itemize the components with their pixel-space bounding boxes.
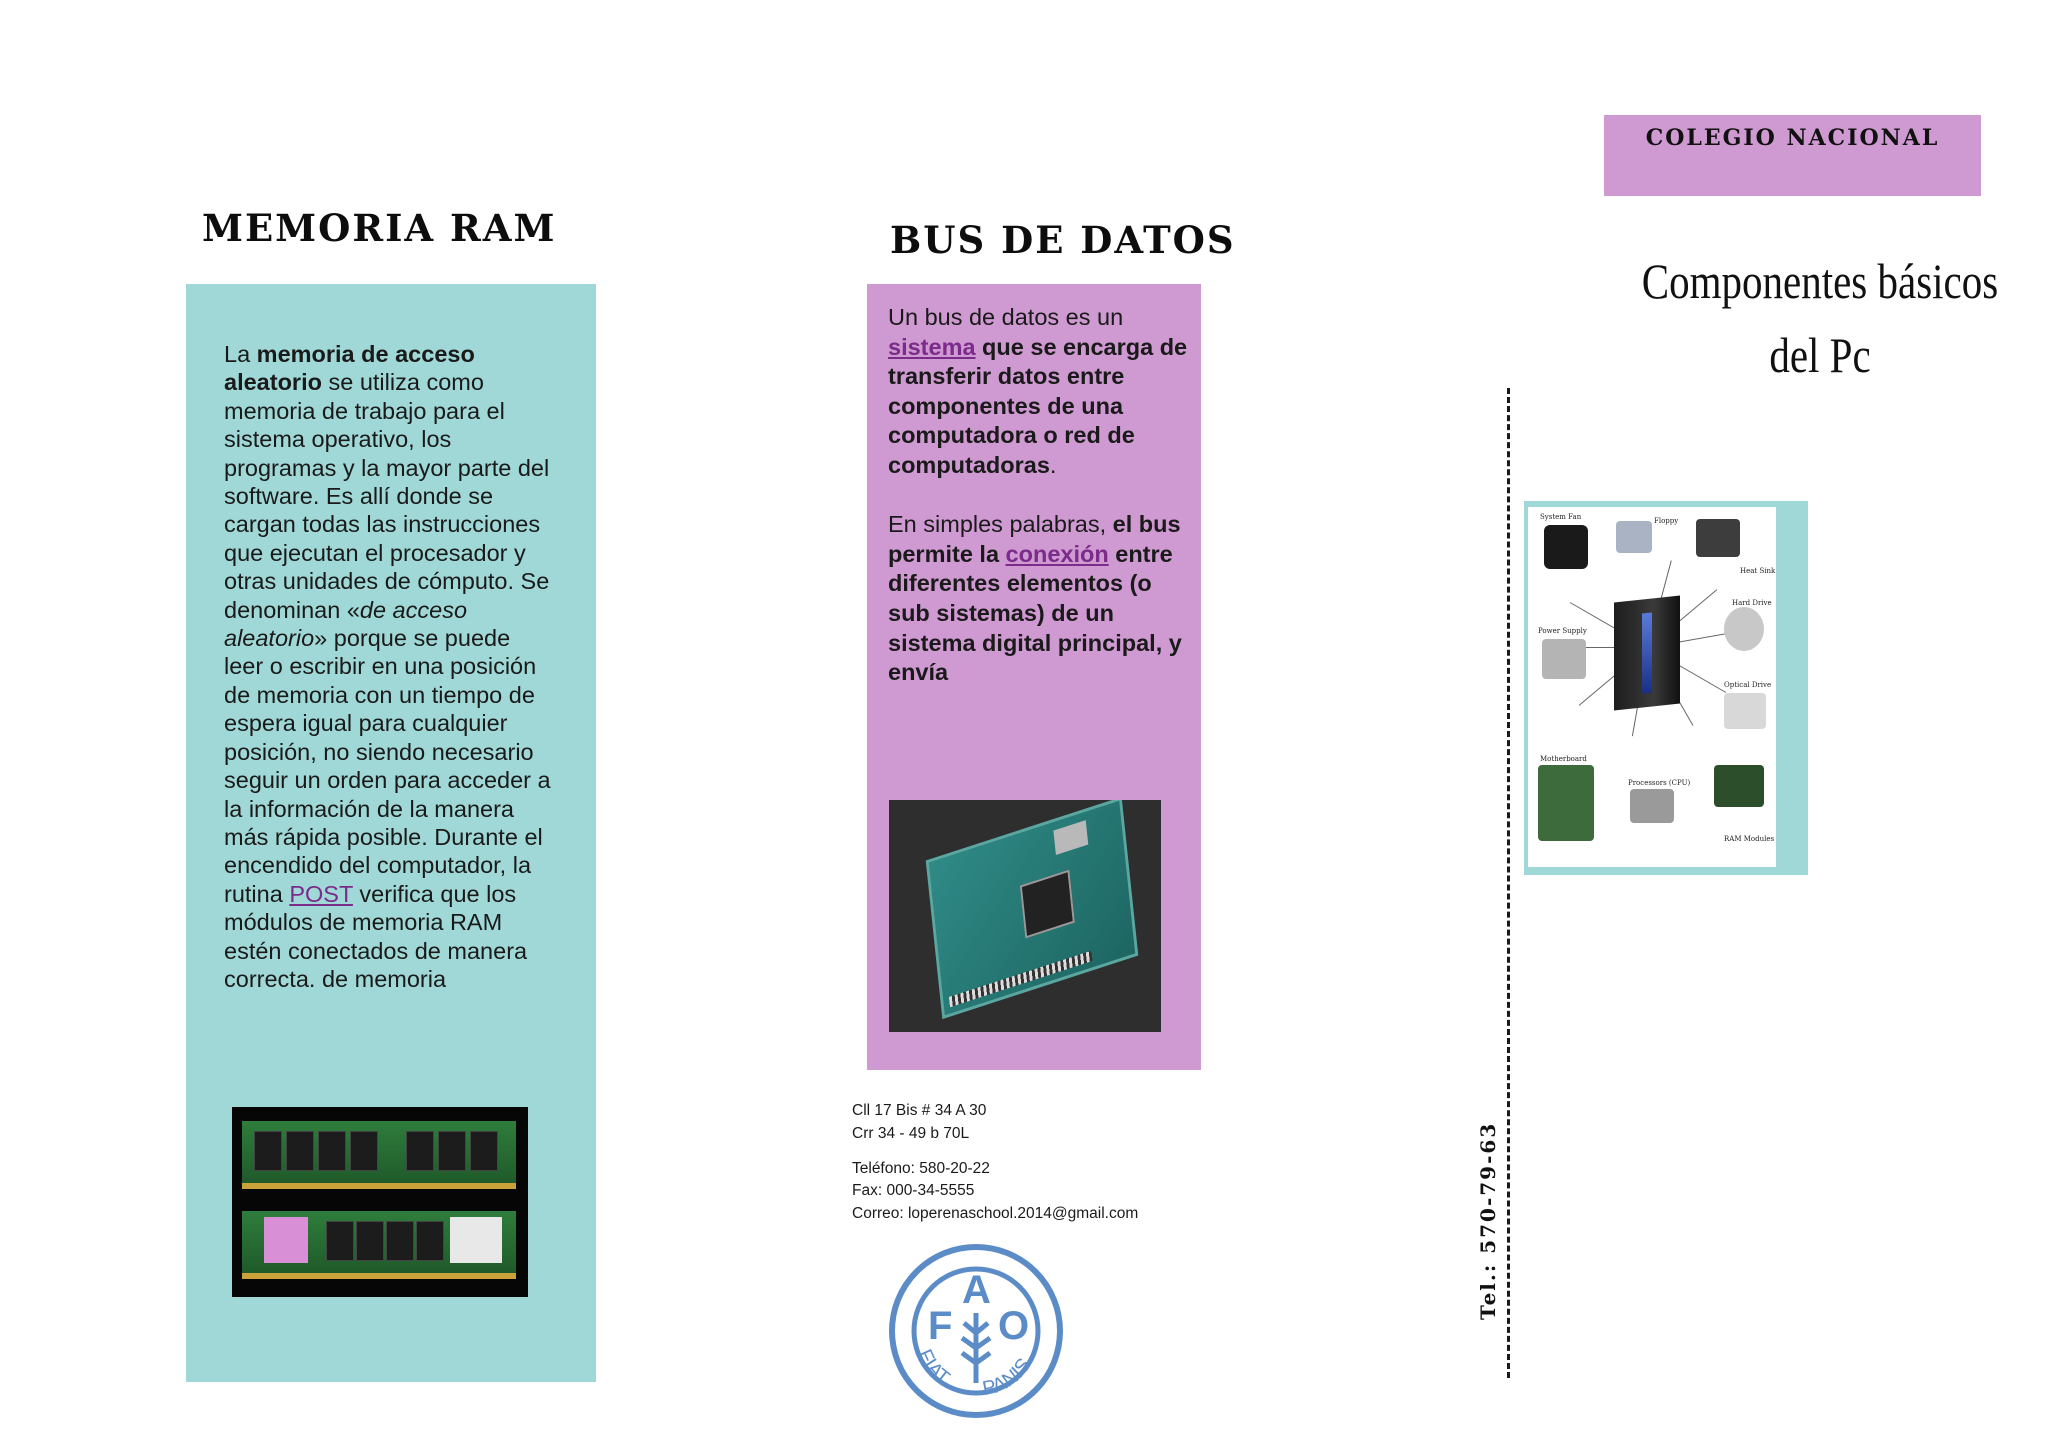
bus-paragraph-2 <box>888 510 1188 688</box>
cover-title-line-1: Componentes básicos <box>1641 253 1999 309</box>
ram-description <box>224 340 554 993</box>
fao-logo <box>888 1243 1064 1419</box>
circuit-board-photo <box>889 800 1161 1032</box>
fao-motto-left: FIAT <box>913 1346 954 1390</box>
phone-line: Teléfono: 580-20-22 <box>852 1159 990 1177</box>
label-hard-drive: Hard Drive <box>1732 599 1772 607</box>
label-processors: Processors (CPU) <box>1628 779 1691 787</box>
ram-stick-bottom <box>242 1211 516 1279</box>
bus-heading: BUS DE DATOS <box>890 218 1236 262</box>
bus-text-bold-3: entre diferentes elementos (o sub sistemas) de un sistema digital principal, y envía <box>888 540 1182 686</box>
ram-modules-icon <box>1714 765 1764 807</box>
pc-tower-icon <box>1614 596 1680 711</box>
heat-sink-icon <box>1696 519 1740 557</box>
label-heat-sink: Heat Sink <box>1740 567 1776 575</box>
pc-components-diagram <box>1528 507 1776 867</box>
fao-letter-a: A <box>962 1268 991 1312</box>
ram-text-italic: de acceso aleatorio <box>224 596 468 652</box>
cpu-icon <box>1630 789 1674 823</box>
address-line-1: Cll 17 Bis # 34 A 30 <box>852 1102 987 1119</box>
ram-text-4: verifica que los módulos de memoria RAM estén conectados de manera correcta. de memoria <box>224 880 528 992</box>
label-optical-drive: Optical Drive <box>1724 681 1772 689</box>
ram-text-2: se utiliza como memoria de trabajo para el sistema operativo, los programas y la mayor parte del software. Es allí donde se cargan todas las instrucciones que ejecutan el procesador y otras unidades de cómputo. Se denominan « <box>224 369 550 623</box>
label-power-supply: Power Supply <box>1538 627 1587 635</box>
school-name: COLEGIO NACIONAL <box>1645 125 1940 151</box>
fao-motto-right: PANIS <box>980 1354 1036 1401</box>
fold-dashed-line <box>1507 388 1510 1378</box>
email-line: Correo: loperenaschool.2014@gmail.com <box>852 1205 1139 1223</box>
label-ram-modules: RAM Modules <box>1724 835 1775 843</box>
ram-text-bold: memoria de acceso aleatorio <box>224 341 475 396</box>
label-floppy: Floppy <box>1654 517 1679 525</box>
fao-letter-f: F <box>928 1304 953 1348</box>
ram-heading: MEMORIA RAM <box>202 206 557 250</box>
conexion-link[interactable]: conexión <box>1005 540 1109 567</box>
system-fan-icon <box>1544 525 1588 569</box>
floppy-icon <box>1616 521 1652 553</box>
cover-title <box>1631 244 2008 392</box>
cover-title-line-2: del Pc <box>1769 327 1871 383</box>
bus-text-bold-1: que se encarga de transferir datos entre componentes de una computadora o red de computadoras <box>888 333 1188 478</box>
label-system-fan: System Fan <box>1540 513 1582 521</box>
motherboard-icon <box>1538 765 1594 841</box>
address-line-2: Crr 34 - 49 b 70L <box>852 1124 970 1142</box>
ram-modules-photo <box>232 1107 528 1297</box>
fax-line: Fax: 000-34-5555 <box>852 1182 975 1200</box>
label-motherboard: Motherboard <box>1540 755 1587 763</box>
hard-drive-icon <box>1724 607 1764 651</box>
bus-paragraph-1 <box>888 303 1188 481</box>
bus-text-2: En simples palabras, <box>888 511 1113 538</box>
bus-text-period: . <box>1049 451 1057 478</box>
sistema-link[interactable]: sistema <box>888 333 976 360</box>
ram-text-3: » porque se puede leer o escribir en una posición de memoria con un tiempo de espera igual para cualquier posición, no siendo necesario seguir un orden para acceder a la información de la manera más rápida posible. Durante el encendido del computador, la rutina <box>224 625 551 907</box>
telephone-vertical: Tel.: 570-79-63 <box>1476 1121 1500 1320</box>
optical-drive-icon <box>1724 693 1766 729</box>
fao-letter-o: O <box>998 1304 1030 1348</box>
post-link[interactable]: POST <box>289 880 353 907</box>
bus-text-1: Un bus de datos es un <box>888 304 1124 330</box>
bus-text-bold-2: el bus permite la <box>888 511 1181 567</box>
ram-stick-top <box>242 1121 516 1189</box>
ram-text-1: La <box>224 341 257 367</box>
power-supply-icon <box>1542 639 1586 679</box>
bus-description <box>888 303 1188 688</box>
contact-info <box>852 1100 1138 1226</box>
